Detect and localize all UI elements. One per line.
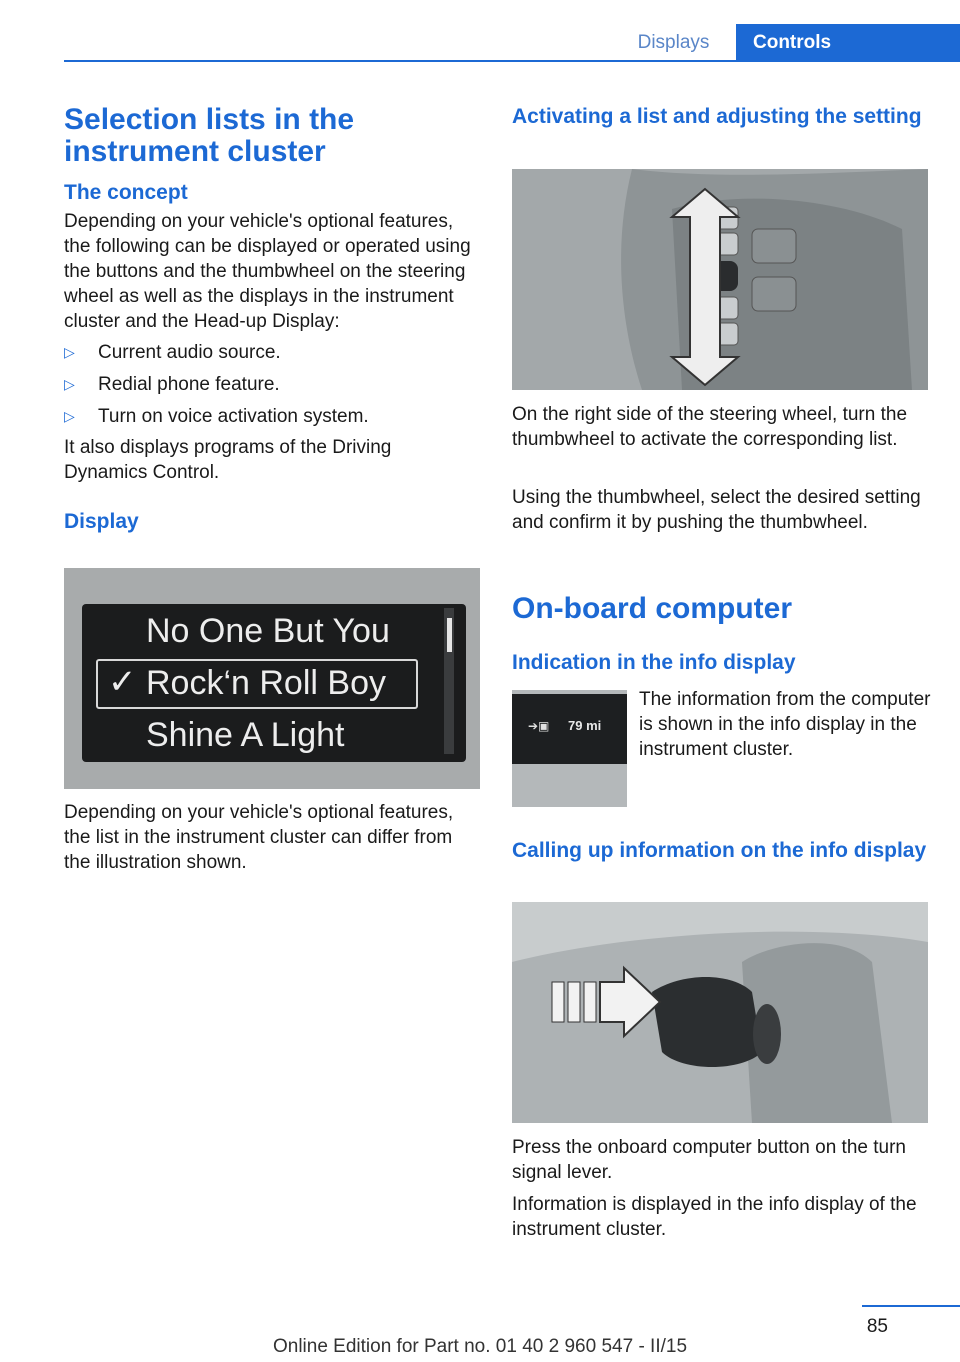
tab-displays[interactable]: Displays	[637, 32, 710, 53]
header-rule	[64, 60, 960, 62]
bullet-list	[64, 340, 480, 429]
concept-heading: The concept	[64, 181, 188, 204]
calling-text-2: Information is displayed in the info display of the instrument cluster.	[512, 1194, 917, 1240]
list-item-label: Redial phone feature.	[98, 374, 280, 395]
activate-text-1: On the right side of the steering wheel, turn the thumbwheel to activate the corresponding list.	[512, 404, 908, 450]
indication-heading: Indication in the info display	[512, 651, 796, 674]
instrument-list-image	[64, 568, 480, 789]
list-item-label: Turn on voice activation system.	[98, 406, 369, 427]
list-entry-selected: Rock‘n Roll Boy	[146, 664, 386, 702]
list-item-label: Current audio source.	[98, 342, 281, 363]
list-item	[64, 372, 480, 397]
display-note: Depending on your vehicle's optional features, the list in the instrument cluster can differ from the illustration shown.	[64, 802, 454, 873]
scrollbar-thumb	[447, 618, 452, 652]
list-entry: No One But You	[146, 612, 390, 650]
footer-rule	[862, 1305, 960, 1307]
calling-text-1: Press the onboard computer button on the turn signal lever.	[512, 1137, 906, 1183]
tab-controls[interactable]: Controls	[736, 24, 960, 62]
triangle-bullet-icon: ▷	[64, 344, 75, 360]
concept-text: Depending on your vehicle's optional features, the following can be displayed or operated using the buttons and the thumbwheel on the steering wheel as well as the displays in the instrument cluster and the Head-up Display:	[64, 211, 471, 332]
info-display-image	[512, 690, 627, 807]
range-readout: 79 mi	[568, 718, 602, 733]
activate-text-2: Using the thumbwheel, select the desired setting and confirm it by pushing the thumbwheel.	[512, 487, 921, 533]
also-text: It also displays programs of the Driving Dynamics Control.	[64, 437, 392, 483]
activate-heading: Activating a list and adjusting the setting	[512, 105, 922, 128]
indication-text: The information from the computer is shown in the info display in the instrument cluster.	[639, 689, 931, 760]
page-number: 85	[866, 1316, 888, 1337]
list-entry: Shine A Light	[146, 716, 345, 754]
section-title: Selection lists in the instrument cluster	[64, 103, 355, 168]
steering-wheel-image	[512, 169, 928, 390]
calling-heading: Calling up information on the info display	[512, 839, 927, 862]
list-item	[64, 404, 480, 429]
left-column	[64, 104, 480, 534]
display-heading: Display	[64, 510, 139, 533]
turn-signal-lever-image	[512, 902, 928, 1123]
triangle-bullet-icon: ▷	[64, 376, 75, 392]
obc-title: On-board computer	[512, 592, 793, 625]
steering-wheel-illustration	[512, 169, 928, 390]
edition-note: Online Edition for Part no. 01 40 2 960 547 - II/15	[272, 1336, 688, 1357]
fuel-arrow-icon: ➔▣	[528, 719, 550, 733]
checkmark-icon: ✓	[108, 663, 137, 701]
list-item	[64, 340, 480, 365]
turn-signal-lever-illustration	[512, 902, 928, 1123]
triangle-bullet-icon: ▷	[64, 408, 75, 424]
